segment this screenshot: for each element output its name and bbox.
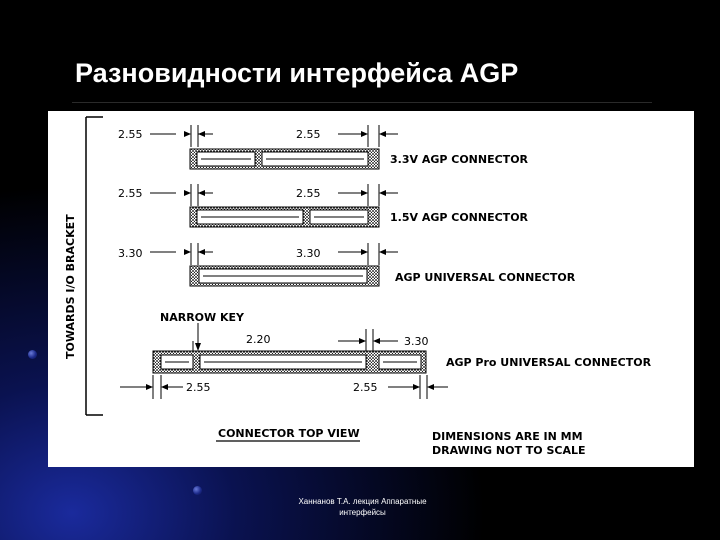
dim-3-3v-right: 2.55 [296, 128, 321, 141]
dim-3-3v-left: 2.55 [118, 128, 143, 141]
dim-universal-right: 3.30 [296, 247, 321, 260]
side-label: TOWARDS I/O BRACKET [64, 214, 77, 359]
dim-1-5v-right: 2.55 [296, 187, 321, 200]
scale-note: DRAWING NOT TO SCALE [432, 444, 586, 457]
decorative-orb-bottom [193, 486, 202, 495]
connector-3-3v [150, 125, 398, 169]
label-3-3v-connector: 3.3V AGP CONNECTOR [390, 153, 529, 166]
connector-agp-pro [120, 323, 448, 399]
slide-title: Разновидности интерфейса AGP [75, 58, 519, 88]
dim-pro-top-mid: 2.20 [246, 333, 271, 346]
label-1-5v-connector: 1.5V AGP CONNECTOR [390, 211, 529, 224]
dimensions-note: DIMENSIONS ARE IN MM [432, 430, 583, 443]
connector-1-5v [150, 184, 398, 227]
decorative-orb-left [28, 350, 37, 359]
footer-line-2: интерфейсы [339, 508, 386, 517]
dim-universal-left: 3.30 [118, 247, 143, 260]
dim-pro-top-right: 3.30 [404, 335, 429, 348]
narrow-key-label: NARROW KEY [160, 311, 244, 324]
slide-footer [270, 496, 455, 518]
footer-line-1: Ханнанов Т.А. лекция Аппаратные [298, 497, 427, 506]
connector-top-view-caption: CONNECTOR TOP VIEW [218, 427, 360, 440]
dim-1-5v-left: 2.55 [118, 187, 143, 200]
dim-pro-bottom-right: 2.55 [353, 381, 378, 394]
connector-universal [150, 243, 398, 286]
dim-pro-bottom-left: 2.55 [186, 381, 211, 394]
agp-connector-diagram [48, 111, 694, 467]
label-agp-pro-connector: AGP Pro UNIVERSAL CONNECTOR [446, 356, 652, 369]
io-bracket-line [86, 117, 103, 415]
label-universal-connector: AGP UNIVERSAL CONNECTOR [395, 271, 576, 284]
title-divider [72, 102, 652, 103]
